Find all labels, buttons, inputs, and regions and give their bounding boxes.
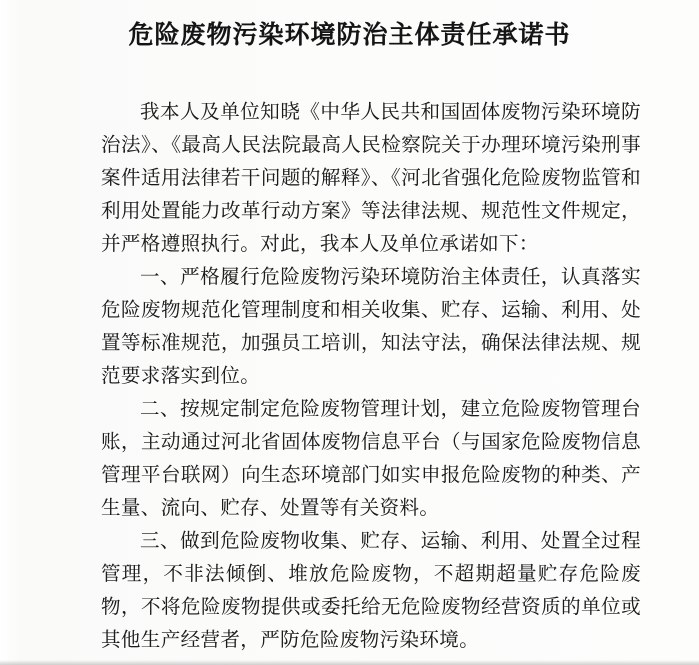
document-title: 危险废物污染环境防治主体责任承诺书 [128, 22, 571, 49]
paragraph-item-1: 一、严格履行危险废物污染环境防治主体责任，认真落实危险废物规范化管理制度和相关收集、贮存、运输、利用、处置等标准规范，加强员工培训，知法守法，确保法律法规、规范要求落实到位。 [101, 267, 641, 387]
paragraph-intro: 我本人及单位知晓《中华人民共和国固体废物污染环境防治法》、《最高人民法院最高人民检察院关于办理环境污染刑事案件适用法律若干问题的解释》、《河北省强化危险废物监管和利用处置能力改革行动方案》等法律法规、规范性文件规定，并严格遵照执行。对此，我本人及单位承诺如下： [101, 102, 641, 255]
document-body [101, 96, 641, 657]
paragraph-item-3: 三、做到危险废物收集、贮存、运输、利用、处置全过程管理，不非法倾倒、堆放危险废物，不超期超量贮存危险废物，不将危险废物提供或委托给无危险废物经营资质的单位或其他生产经营者，严防危险废物污染环境。 [101, 531, 641, 651]
paragraph-item-2: 二、按规定制定危险废物管理计划，建立危险废物管理台账，主动通过河北省固体废物信息平台（与国家危险废物信息管理平台联网）向生态环境部门如实申报危险废物的种类、产生量、流向、贮存、处置等有关资料。 [101, 399, 641, 519]
